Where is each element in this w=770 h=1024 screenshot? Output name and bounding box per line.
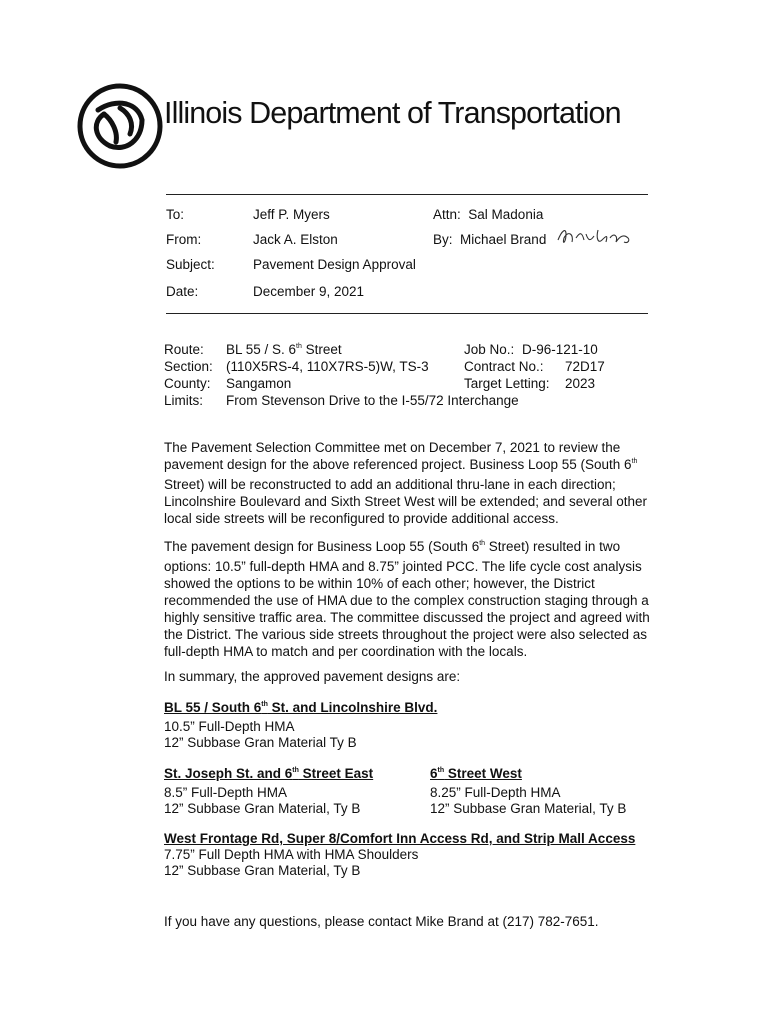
design-line: 8.25” Full-Depth HMA <box>430 785 561 800</box>
to-label: To: <box>166 207 185 222</box>
to-value: Jeff P. Myers <box>253 207 330 222</box>
section-value: (110X5RS-4, 110X7RS-5)W, TS-3 <box>226 359 429 374</box>
design-line: 10.5” Full-Depth HMA <box>164 719 295 734</box>
org-title: Illinois Department of Transportation <box>164 96 621 130</box>
route-row <box>164 341 644 358</box>
design-stjoseph <box>164 766 373 817</box>
design-frontage <box>164 831 635 879</box>
memo-divider <box>166 313 648 314</box>
county-row <box>164 375 644 392</box>
project-info <box>164 341 644 409</box>
by-field: By: Michael Brand <box>433 232 547 247</box>
paragraph-design: The pavement design for Business Loop 55 (South 6th Street) resulted in two options: 10.5” full-depth HMA and 8.75” jointed PCC. The life cycle cost analysis showed the options to be within 10% of each other; however, the District recommended the use of HMA due to the complex construction staging through a highly sensitive traffic area. The committee discussed the project and agreed with the District. The various side streets throughout the project were also selected as full-depth HMA to match and per coordination with the locals. <box>164 539 650 659</box>
design-line: 12” Subbase Gran Material, Ty B <box>164 863 361 878</box>
route-value: BL 55 / S. 6th Street <box>226 342 342 357</box>
letting-value: 2023 <box>565 376 596 391</box>
county-label: County: <box>164 376 211 391</box>
design-heading: BL 55 / South 6th St. and Lincolnshire Blvd. <box>164 700 438 715</box>
job-label: Job No.: <box>464 342 515 357</box>
section-row <box>164 358 644 375</box>
subject-label: Subject: <box>166 257 215 272</box>
route-label: Route: <box>164 342 204 357</box>
design-heading: St. Joseph St. and 6th Street East <box>164 766 374 781</box>
design-line: 12” Subbase Gran Material, Ty B <box>164 801 361 816</box>
from-value: Jack A. Elston <box>253 232 338 247</box>
county-value: Sangamon <box>226 376 292 391</box>
job-value: D-96-121-10 <box>522 342 598 357</box>
letting-label: Target Letting: <box>464 376 550 391</box>
paragraph-committee: The Pavement Selection Committee met on December 7, 2021 to review the pavement design for the above referenced project. Business Loop 55 (South 6th Street) will be reconstructed to add an additional thru-lane in each direction; Lincolnshire Boulevard and Sixth Street West will be extended; and several other local side streets will be reconfigured to provide additional access. <box>164 440 648 526</box>
design-line: 8.5” Full-Depth HMA <box>164 785 288 800</box>
header-divider <box>166 194 648 195</box>
limits-row <box>164 392 644 409</box>
limits-label: Limits: <box>164 393 204 408</box>
paragraph-summary: In summary, the approved pavement designs are: <box>164 669 461 684</box>
contract-value: 72D17 <box>565 359 605 374</box>
contract-label: Contract No.: <box>464 359 544 374</box>
design-line: 12” Subbase Gran Material Ty B <box>164 735 357 750</box>
date-label: Date: <box>166 284 199 299</box>
attn-field: Attn: Sal Madonia <box>433 207 544 222</box>
section-label: Section: <box>164 359 213 374</box>
design-bl55 <box>164 700 437 751</box>
date-value: December 9, 2021 <box>253 284 365 299</box>
limits-value: From Stevenson Drive to the I-55/72 Interchange <box>226 393 519 408</box>
idot-logo-icon <box>76 80 164 172</box>
closing-text: If you have any questions, please contact Mike Brand at (217) 782-7651. <box>164 914 599 929</box>
signature-icon <box>554 224 634 250</box>
subject-value: Pavement Design Approval <box>253 257 416 272</box>
design-heading: West Frontage Rd, Super 8/Comfort Inn Access Rd, and Strip Mall Access <box>164 831 636 846</box>
from-label: From: <box>166 232 202 247</box>
design-heading: 6th Street West <box>430 766 522 781</box>
design-sixthwest <box>430 766 626 817</box>
design-line: 7.75” Full Depth HMA with HMA Shoulders <box>164 847 419 862</box>
design-line: 12” Subbase Gran Material, Ty B <box>430 801 627 816</box>
